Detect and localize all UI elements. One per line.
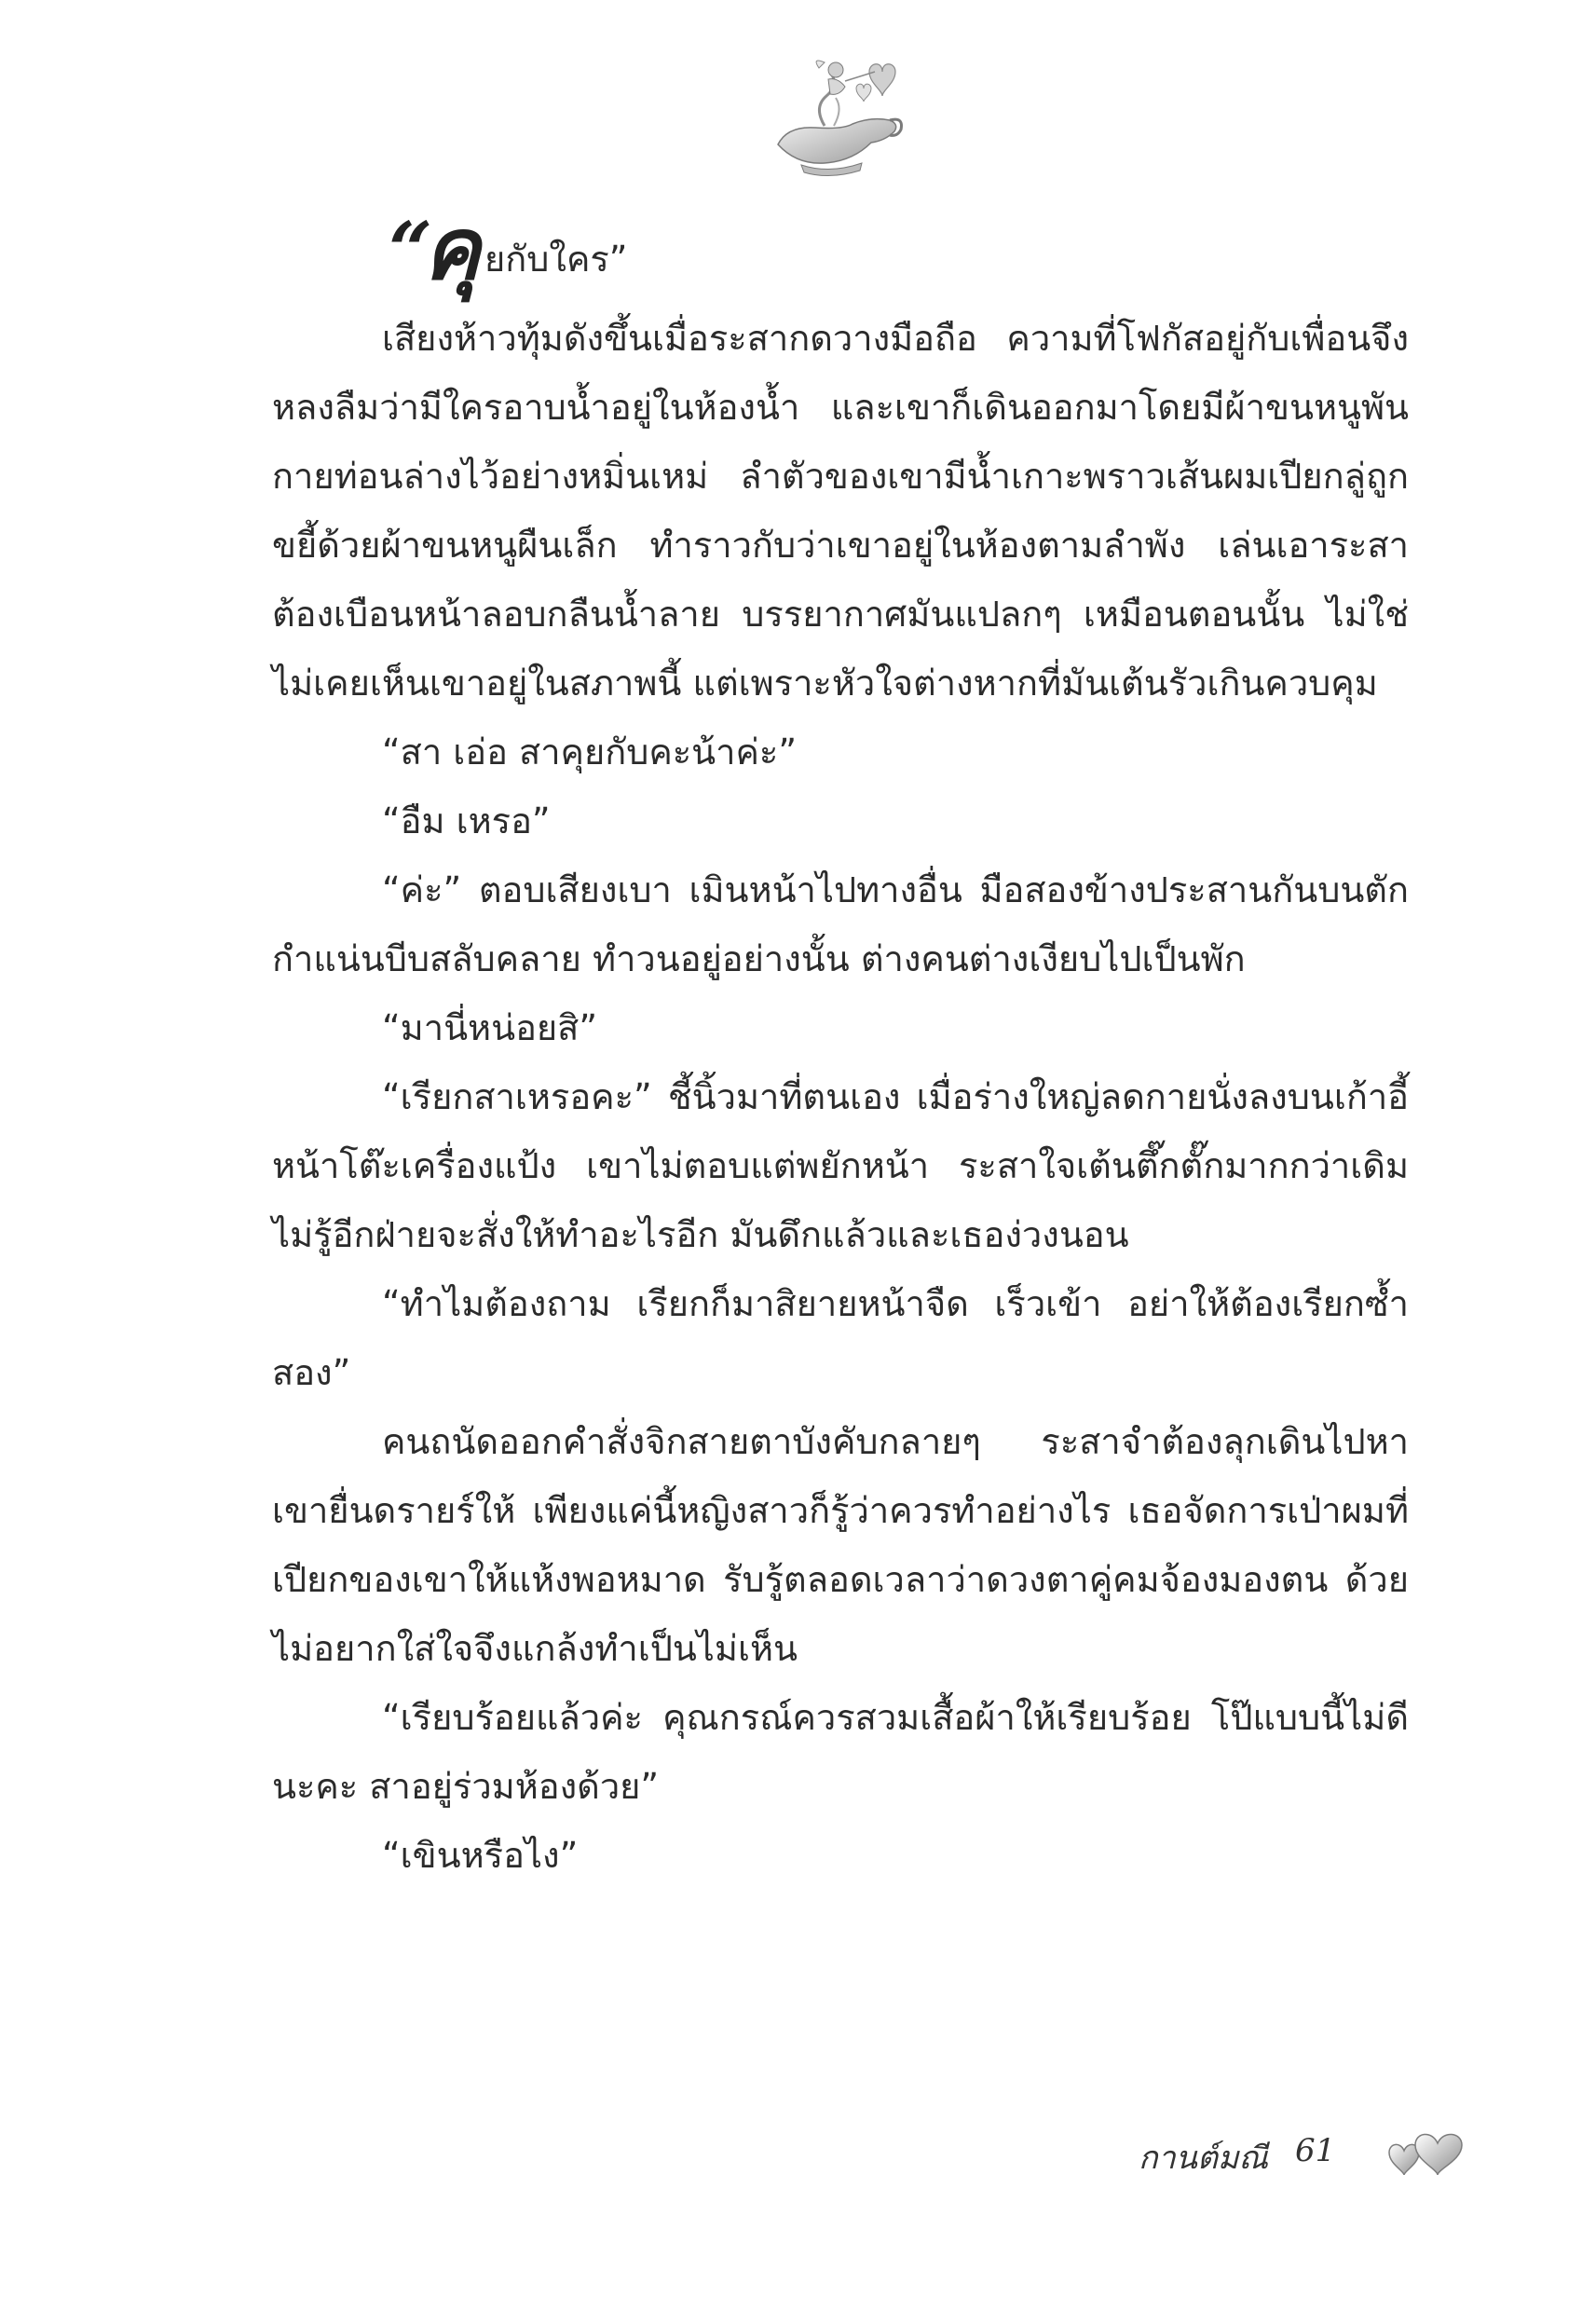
hearts-icon — [1384, 2125, 1467, 2177]
drop-cap: คุ — [423, 199, 481, 299]
paragraph: “เรียกสาเหรอคะ” ชี้นิ้วมาที่ตนเอง เมื่อร่างใหญ่ลดกายนั่งลงบนเก้าอี้หน้าโต๊ะเครื่องแป้ง เขาไม่ตอบแต่พยักหน้า ระสาใจเต้นตึ๊กตั๊กมากกว่าเดิม ไม่รู้อีกฝ่ายจะสั่งให้ทำอะไรอีก มันดึกแล้วและเธอง่วงนอน — [272, 1076, 1409, 1255]
paragraph: “เรียบร้อยแล้วค่ะ คุณกรณ์ควรสวมเสื้อผ้าให้เรียบร้อย โป๊แบบนี้ไม่ดีนะคะ สาอยู่ร่วมห้องด้วย” — [272, 1697, 1409, 1807]
paragraph: เสียงห้าวทุ้มดังขึ้นเมื่อระสากดวางมือถือ ความที่โฟกัสอยู่กับเพื่อนจึงหลงลืมว่ามีใครอาบน้ำอยู่ในห้องน้ำ และเขาก็เดินออกมาโดยมีผ้าขนหนูพันกายท่อนล่างไว้อย่างหมิ่นเหม่ ลำตัวของเขามีน้ำเกาะพราวเส้นผมเปียกลู่ถูกขยี้ด้วยผ้าขนหนูผืนเล็ก ทำราวกับว่าเขาอยู่ในห้องตามลำพัง เล่นเอาระสาต้องเบือนหน้าลอบกลืนน้ำลาย บรรยากาศมันแปลกๆ เหมือนตอนนั้น ไม่ใช่ไม่เคยเห็นเขาอยู่ในสภาพนี้ แต่เพราะหัวใจต่างหากที่มันเต้นรัวเกินควบคุม — [272, 318, 1409, 704]
paragraph: “มานี่หน่อยสิ” — [382, 1007, 598, 1048]
opening-text: ยกับใคร” — [484, 239, 628, 280]
chapter-text — [272, 199, 1409, 1890]
paragraph: “อืม เหรอ” — [382, 800, 551, 841]
page-number: 61 — [1295, 2132, 1336, 2169]
book-title: กานต์มณี — [1139, 2140, 1268, 2177]
paragraph: “ค่ะ” ตอบเสียงเบา เมินหน้าไปทางอื่น มือสองข้างประสานกันบนตักกำแน่นบีบสลับคลาย ทำวนอยู่อย่างนั้น ต่างคนต่างเงียบไปเป็นพัก — [272, 869, 1409, 979]
paragraph: คนถนัดออกคำสั่งจิกสายตาบังคับกลายๆ ระสาจำต้องลุกเดินไปหา เขายื่นดรายร์ให้ เพียงแค่นี้หญิงสาวก็รู้ว่าควรทำอย่างไร เธอจัดการเป่าผมที่เปียกของเขาให้แห้งพอหมาด รับรู้ตลอดเวลาว่าดวงตาคู่คมจ้องมองตน ด้วยไม่อยากใส่ใจจึงแกล้งทำเป็นไม่เห็น — [272, 1421, 1409, 1669]
opening-quote-mark: “ — [389, 206, 433, 295]
page-footer — [1118, 2125, 1491, 2190]
paragraph: “เขินหรือไง” — [382, 1835, 579, 1876]
cupid-teacup-icon — [759, 51, 908, 182]
paragraph: “สา เอ่อ สาคุยกับคะน้าค่ะ” — [382, 732, 798, 773]
opening-line — [272, 199, 1409, 304]
paragraph: “ทำไมต้องถาม เรียกก็มาสิยายหน้าจืด เร็วเข้า อย่าให้ต้องเรียกซ้ำสอง” — [272, 1283, 1409, 1393]
